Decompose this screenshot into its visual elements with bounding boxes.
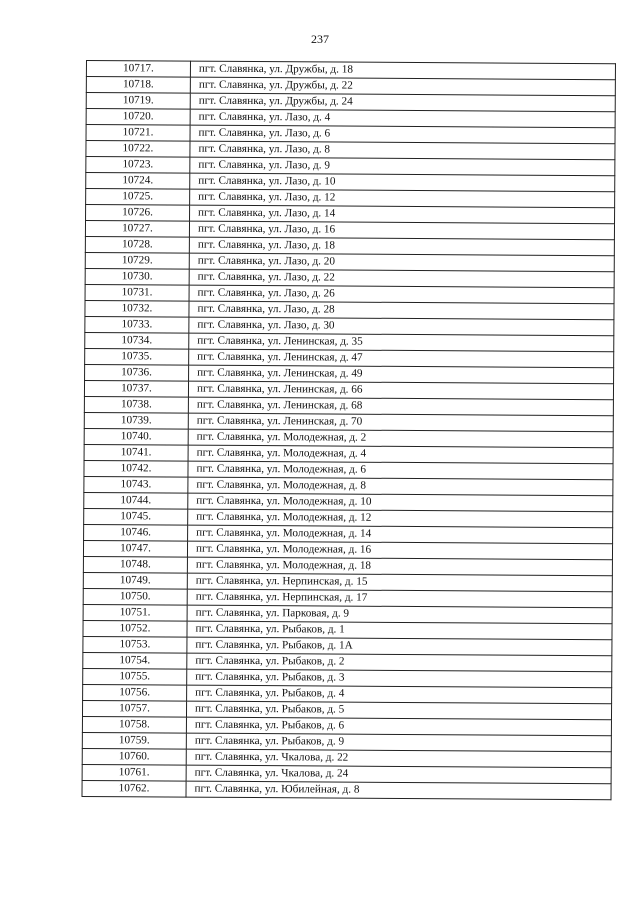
row-address: пгт. Славянка, ул. Молодежная, д. 16 bbox=[187, 541, 612, 560]
row-number: 10750. bbox=[83, 588, 187, 605]
row-address: пгт. Славянка, ул. Лазо, д. 26 bbox=[189, 285, 614, 304]
row-address: пгт. Славянка, ул. Рыбаков, д. 1 bbox=[187, 621, 612, 640]
row-address: пгт. Славянка, ул. Дружбы, д. 22 bbox=[190, 77, 615, 96]
row-number: 10727. bbox=[85, 221, 189, 238]
row-number: 10717. bbox=[86, 61, 190, 78]
row-address: пгт. Славянка, ул. Лазо, д. 20 bbox=[189, 253, 614, 272]
row-address: пгт. Славянка, ул. Ленинская, д. 35 bbox=[189, 333, 614, 352]
row-address: пгт. Славянка, ул. Лазо, д. 12 bbox=[190, 189, 615, 208]
row-number: 10739. bbox=[84, 412, 188, 429]
row-address: пгт. Славянка, ул. Молодежная, д. 12 bbox=[188, 509, 613, 528]
row-address: пгт. Славянка, ул. Ленинская, д. 49 bbox=[189, 365, 614, 384]
row-number: 10731. bbox=[85, 284, 189, 301]
row-number: 10741. bbox=[84, 444, 188, 461]
row-number: 10759. bbox=[82, 732, 186, 749]
row-number: 10747. bbox=[83, 540, 187, 557]
table-row bbox=[82, 780, 611, 799]
row-number: 10737. bbox=[84, 380, 188, 397]
row-address: пгт. Славянка, ул. Лазо, д. 28 bbox=[189, 301, 614, 320]
row-number: 10734. bbox=[85, 332, 189, 349]
row-address: пгт. Славянка, ул. Молодежная, д. 4 bbox=[188, 445, 613, 464]
row-number: 10732. bbox=[85, 300, 189, 317]
row-number: 10757. bbox=[82, 700, 186, 717]
row-address: пгт. Славянка, ул. Молодежная, д. 2 bbox=[188, 429, 613, 448]
row-address: пгт. Славянка, ул. Чкалова, д. 22 bbox=[186, 749, 611, 768]
row-number: 10729. bbox=[85, 252, 189, 269]
row-number: 10728. bbox=[85, 236, 189, 253]
row-address: пгт. Славянка, ул. Молодежная, д. 14 bbox=[188, 525, 613, 544]
row-number: 10748. bbox=[83, 556, 187, 573]
row-address: пгт. Славянка, ул. Лазо, д. 22 bbox=[189, 269, 614, 288]
row-address: пгт. Славянка, ул. Парковая, д. 9 bbox=[187, 605, 612, 624]
row-address: пгт. Славянка, ул. Рыбаков, д. 1А bbox=[187, 637, 612, 656]
row-address: пгт. Славянка, ул. Лазо, д. 8 bbox=[190, 141, 615, 160]
row-address: пгт. Славянка, ул. Рыбаков, д. 3 bbox=[187, 669, 612, 688]
row-number: 10721. bbox=[86, 125, 190, 142]
row-number: 10723. bbox=[86, 157, 190, 174]
row-address: пгт. Славянка, ул. Лазо, д. 14 bbox=[190, 205, 615, 224]
row-address: пгт. Славянка, ул. Рыбаков, д. 2 bbox=[187, 653, 612, 672]
row-number: 10726. bbox=[86, 205, 190, 222]
row-address: пгт. Славянка, ул. Ленинская, д. 68 bbox=[188, 397, 613, 416]
row-number: 10738. bbox=[84, 396, 188, 413]
row-address: пгт. Славянка, ул. Молодежная, д. 10 bbox=[188, 493, 613, 512]
row-address: пгт. Славянка, ул. Дружбы, д. 18 bbox=[190, 61, 615, 80]
row-address: пгт. Славянка, ул. Ленинская, д. 66 bbox=[188, 381, 613, 400]
row-address: пгт. Славянка, ул. Лазо, д. 18 bbox=[189, 237, 614, 256]
row-number: 10730. bbox=[85, 268, 189, 285]
row-number: 10745. bbox=[84, 508, 188, 525]
row-number: 10720. bbox=[86, 109, 190, 126]
row-number: 10736. bbox=[85, 364, 189, 381]
row-number: 10740. bbox=[84, 428, 188, 445]
row-number: 10758. bbox=[82, 716, 186, 733]
row-address: пгт. Славянка, ул. Рыбаков, д. 4 bbox=[187, 685, 612, 704]
row-address: пгт. Славянка, ул. Лазо, д. 4 bbox=[190, 109, 615, 128]
row-number: 10752. bbox=[83, 620, 187, 637]
row-address: пгт. Славянка, ул. Рыбаков, д. 5 bbox=[186, 701, 611, 720]
row-address: пгт. Славянка, ул. Ленинская, д. 70 bbox=[188, 413, 613, 432]
row-address: пгт. Славянка, ул. Молодежная, д. 18 bbox=[187, 557, 612, 576]
row-address: пгт. Славянка, ул. Лазо, д. 9 bbox=[190, 157, 615, 176]
row-address: пгт. Славянка, ул. Молодежная, д. 6 bbox=[188, 461, 613, 480]
row-address: пгт. Славянка, ул. Лазо, д. 10 bbox=[190, 173, 615, 192]
row-address: пгт. Славянка, ул. Рыбаков, д. 6 bbox=[186, 717, 611, 736]
row-address: пгт. Славянка, ул. Нерпинская, д. 17 bbox=[187, 589, 612, 608]
row-address: пгт. Славянка, ул. Лазо, д. 6 bbox=[190, 125, 615, 144]
row-number: 10735. bbox=[85, 348, 189, 365]
row-number: 10722. bbox=[86, 141, 190, 158]
address-table-body bbox=[82, 61, 615, 800]
row-number: 10724. bbox=[86, 173, 190, 190]
row-number: 10756. bbox=[83, 684, 187, 701]
row-number: 10725. bbox=[86, 189, 190, 206]
row-number: 10753. bbox=[83, 636, 187, 653]
row-address: пгт. Славянка, ул. Чкалова, д. 24 bbox=[186, 765, 611, 784]
row-number: 10760. bbox=[82, 748, 186, 765]
row-number: 10744. bbox=[84, 492, 188, 509]
row-number: 10733. bbox=[85, 316, 189, 333]
row-address: пгт. Славянка, ул. Молодежная, д. 8 bbox=[188, 477, 613, 496]
row-number: 10743. bbox=[84, 476, 188, 493]
row-number: 10755. bbox=[83, 668, 187, 685]
row-address: пгт. Славянка, ул. Лазо, д. 16 bbox=[189, 221, 614, 240]
row-address: пгт. Славянка, ул. Дружбы, д. 24 bbox=[190, 93, 615, 112]
row-address: пгт. Славянка, ул. Рыбаков, д. 9 bbox=[186, 733, 611, 752]
row-address: пгт. Славянка, ул. Юбилейная, д. 8 bbox=[186, 781, 611, 800]
row-number: 10719. bbox=[86, 93, 190, 110]
row-number: 10762. bbox=[82, 780, 186, 797]
row-number: 10761. bbox=[82, 764, 186, 781]
row-number: 10754. bbox=[83, 652, 187, 669]
row-number: 10751. bbox=[83, 604, 187, 621]
row-number: 10718. bbox=[86, 77, 190, 94]
row-number: 10742. bbox=[84, 460, 188, 477]
row-address: пгт. Славянка, ул. Лазо, д. 30 bbox=[189, 317, 614, 336]
row-address: пгт. Славянка, ул. Ленинская, д. 47 bbox=[189, 349, 614, 368]
row-number: 10749. bbox=[83, 572, 187, 589]
page-number: 237 bbox=[311, 32, 329, 46]
row-number: 10746. bbox=[84, 524, 188, 541]
address-table bbox=[81, 60, 615, 800]
row-address: пгт. Славянка, ул. Нерпинская, д. 15 bbox=[187, 573, 612, 592]
